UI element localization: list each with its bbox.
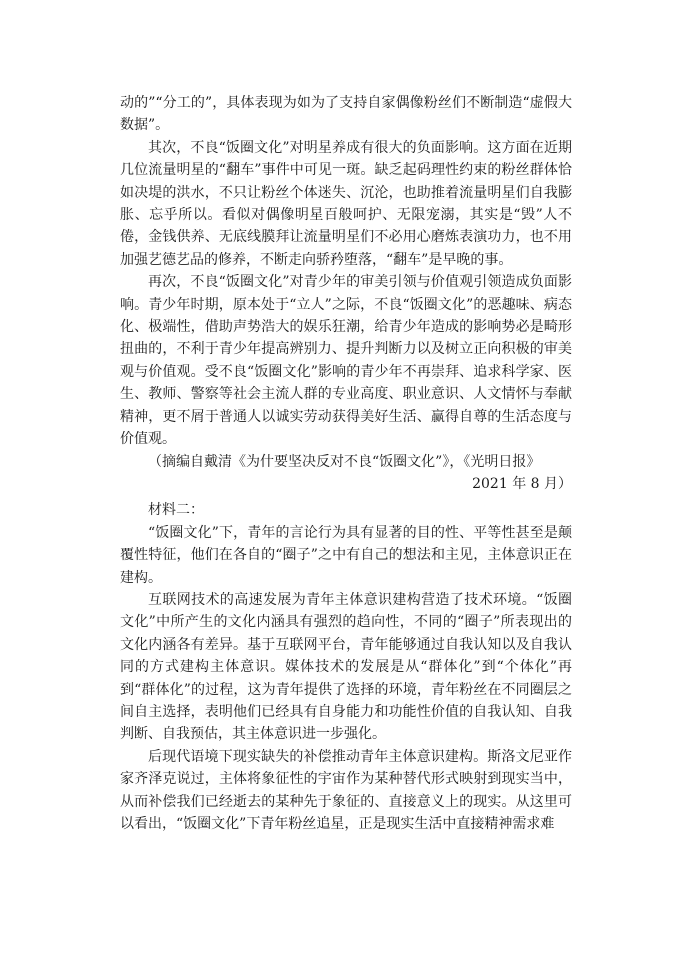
paragraph-star-impact: 其次，不良“饭圈文化”对明星养成有很大的负面影响。这方面在近期几位流量明星的“翻车”事件中可见一斑。缺乏起码理性约束的粉丝群体恰如决堤的洪水，不只让粉丝个体迷失、沉沦，也助推着流量明星们自我膨胀、忘乎所以。看似对偶像明星百般呵护、无限宠溺，其实是“毁”人不倦，金钱供养、无底线膜拜让流量明星们不必用心磨炼表演功力，也不用加强艺德艺品的修养，不断走向骄矜堕落，“翻车”是早晚的事。 [120, 139, 572, 268]
citation-date: 2021 年 8 月） [472, 475, 572, 492]
citation-source: （摘编自戴清《为什要坚决反对不良“饭圈文化”》，《光明日报》 [148, 453, 541, 470]
paragraph-material2-internet: 互联网技术的高速发展为青年主体意识建构营造了技术环境。“饭圈文化”中所产生的文化内涵具有强烈的趋向性，不同的“圈子”所表现出的文化内涵各有差异。基于互联网平台，青年能够通过自我认知以及自我认同的方式建构主体意识。媒体技术的发展是从“群体化”到“个体化”再到“群体化”的过程，这为青年提供了选择的环境，青年粉丝在不同圈层之间自主选择，表明他们已经具有自身能力和功能性价值的自我认知、自我判断、自我预估，其主体意识进一步强化。 [120, 591, 572, 743]
document-page [120, 92, 572, 835]
paragraph-material2-intro: “饭圈文化”下，青年的言论行为具有显著的目的性、平等性甚至是颠覆性特征，他们在各自的“圈子”之中有自己的想法和主见，主体意识正在建构。 [120, 524, 572, 586]
paragraph-material2-postmodern: 后现代语境下现实缺失的补偿推动青年主体意识建构。斯洛文尼亚作家齐泽克说过，主体将象征性的宇宙作为某种替代形式映射到现实当中，从而补偿我们已经逝去的某种先于象征的、直接意义上的现实。从这里可以看出，“饭圈文化”下青年粉丝追星，正是现实生活中直接精神需求难 [120, 748, 572, 832]
paragraph-continuation: 动的”“分工的”，具体表现为如为了支持自家偶像粉丝们不断制造“虚假大数据”。 [120, 95, 572, 134]
paragraph-youth-impact: 再次，不良“饭圈文化”对青少年的审美引领与价值观引领造成负面影响。青少年时期，原本处于“立人”之际，不良“饭圈文化”的恶趣味、病态化、极端性，借助声势浩大的娱乐狂潮，给青少年造成的影响势必是畸形扭曲的，不利于青少年提高辨别力、提升判断力以及树立正向积极的审美观与价值观。受不良“饭圈文化”影响的青少年不再崇拜、追求科学家、医生、教师、警察等社会主流人群的专业高度、职业意识、人文情怀与奉献精神，更不屑于普通人以诚实劳动获得美好生活、赢得自尊的生活态度与价值观。 [120, 274, 572, 448]
material-two-label: 材料二： [148, 502, 204, 519]
